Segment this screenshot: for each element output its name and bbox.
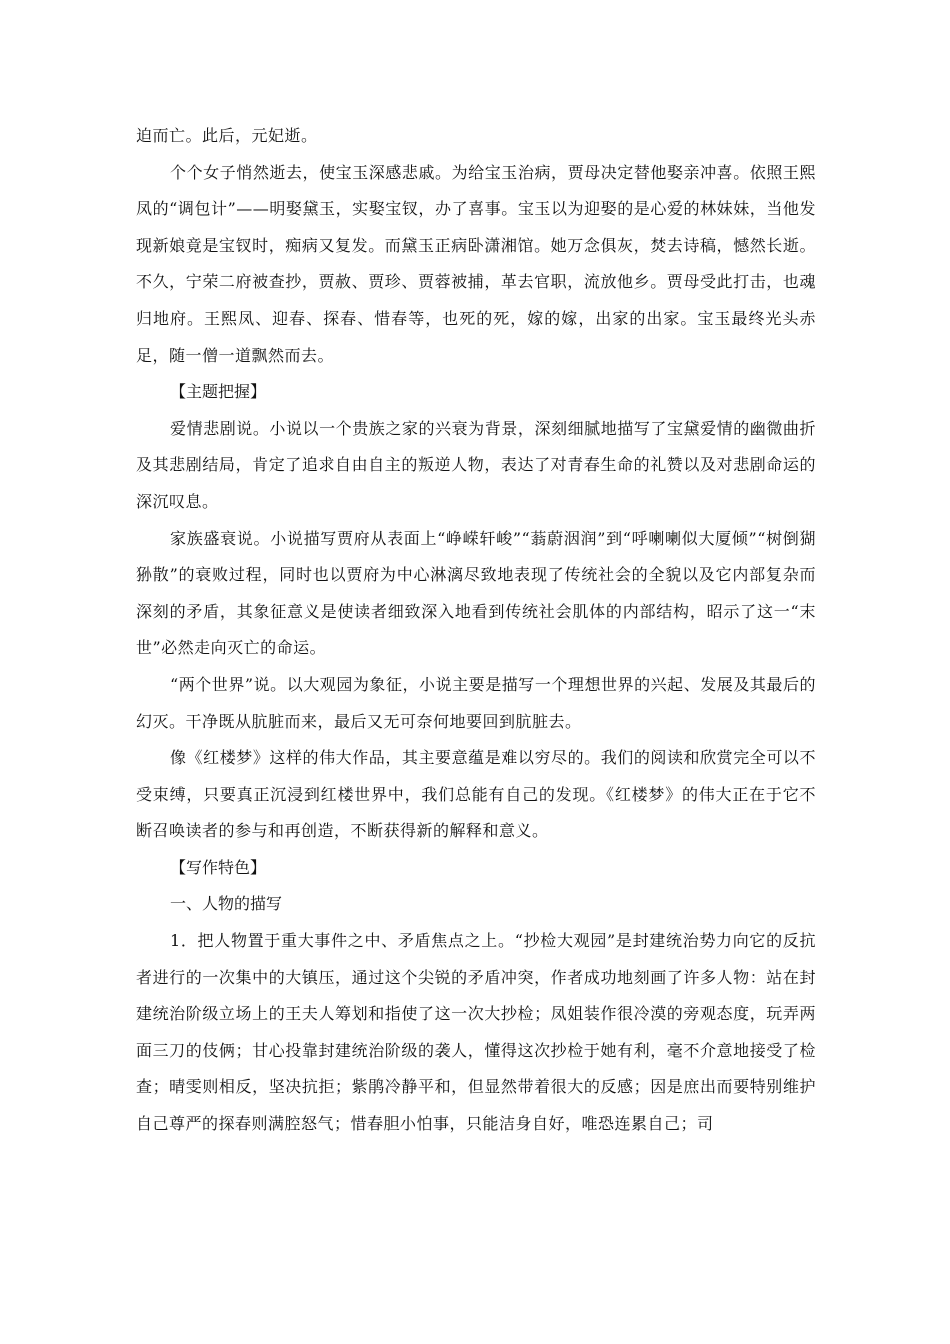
paragraph-6: 像《红楼梦》这样的伟大作品，其主要意蕴是难以穷尽的。我们的阅读和欣赏完全可以不受束缚，只要真正沉浸到红楼世界中，我们总能有自己的发现。《红楼梦》的伟大正在于它不断召唤读者的参与和再创造，不断获得新的解释和意义。	[136, 748, 816, 841]
section-heading-theme: 【主题把握】	[170, 382, 267, 402]
paragraph-4: 家族盛衰说。小说描写贾府从表面上“峥嵘轩峻”“蓊蔚洇润”到“呼喇喇似大厦倾”“树倒猢狲散”的衰败过程，同时也以贾府为中心淋漓尽致地表现了传统社会的全貌以及它内部复杂而深刻的矛盾，其象征意义是使读者细致深入地看到传统社会肌体的内部结构，昭示了这一“末世”必然走向灭亡的命运。	[136, 528, 816, 658]
paragraph-2: 个个女子悄然逝去，使宝玉深感悲戚。为给宝玉治病，贾母决定替他娶亲冲喜。依照王熙凤的“调包计”——明娶黛玉，实娶宝钗，办了喜事。宝玉以为迎娶的是心爱的林妹妹，当他发现新娘竟是宝钗时，痴病又复发。而黛玉正病卧潇湘馆。她万念俱灰，焚去诗稿，憾然长逝。不久，宁荣二府被查抄，贾赦、贾珍、贾蓉被捕，革去官职，流放他乡。贾母受此打击，也魂归地府。王熙凤、迎春、探春、惜春等，也死的死，嫁的嫁，出家的出家。宝玉最终光头赤足，随一僧一道飘然而去。	[136, 162, 816, 365]
subsection-heading-characters: 一、人物的描写	[170, 894, 283, 914]
paragraph-5: “两个世界”说。以大观园为象征，小说主要是描写一个理想世界的兴起、发展及其最后的幻灭。干净既从肮脏而来，最后又无可奈何地要回到肮脏去。	[136, 674, 816, 731]
paragraph-1: 迫而亡。此后，元妃逝。	[136, 126, 318, 145]
section-heading-writing: 【写作特色】	[170, 857, 267, 877]
document-page	[136, 118, 816, 1143]
paragraph-7: 1．把人物置于重大事件之中、矛盾焦点之上。“抄检大观园”是封建统治势力向它的反抗者进行的一次集中的大镇压，通过这个尖锐的矛盾冲突，作者成功地刻画了许多人物：站在封建统治阶级立场上的王夫人筹划和指使了这一次大抄检；凤姐装作很冷漠的旁观态度，玩弄两面三刀的伎俩；甘心投靠封建统治阶级的袭人，懂得这次抄检于她有利，毫不介意地接受了检查；晴雯则相反，坚决抗拒；紫鹃冷静平和，但显然带着很大的反感；因是庶出而要特别维护自己尊严的探春则满腔怒气；惜春胆小怕事，只能洁身自好，唯恐连累自己；司	[136, 931, 816, 1134]
paragraph-3: 爱情悲剧说。小说以一个贵族之家的兴衰为背景，深刻细腻地描写了宝黛爱情的幽微曲折及其悲剧结局，肯定了追求自由自主的叛逆人物，表达了对青春生命的礼赞以及对悲剧命运的深沉叹息。	[136, 418, 816, 511]
